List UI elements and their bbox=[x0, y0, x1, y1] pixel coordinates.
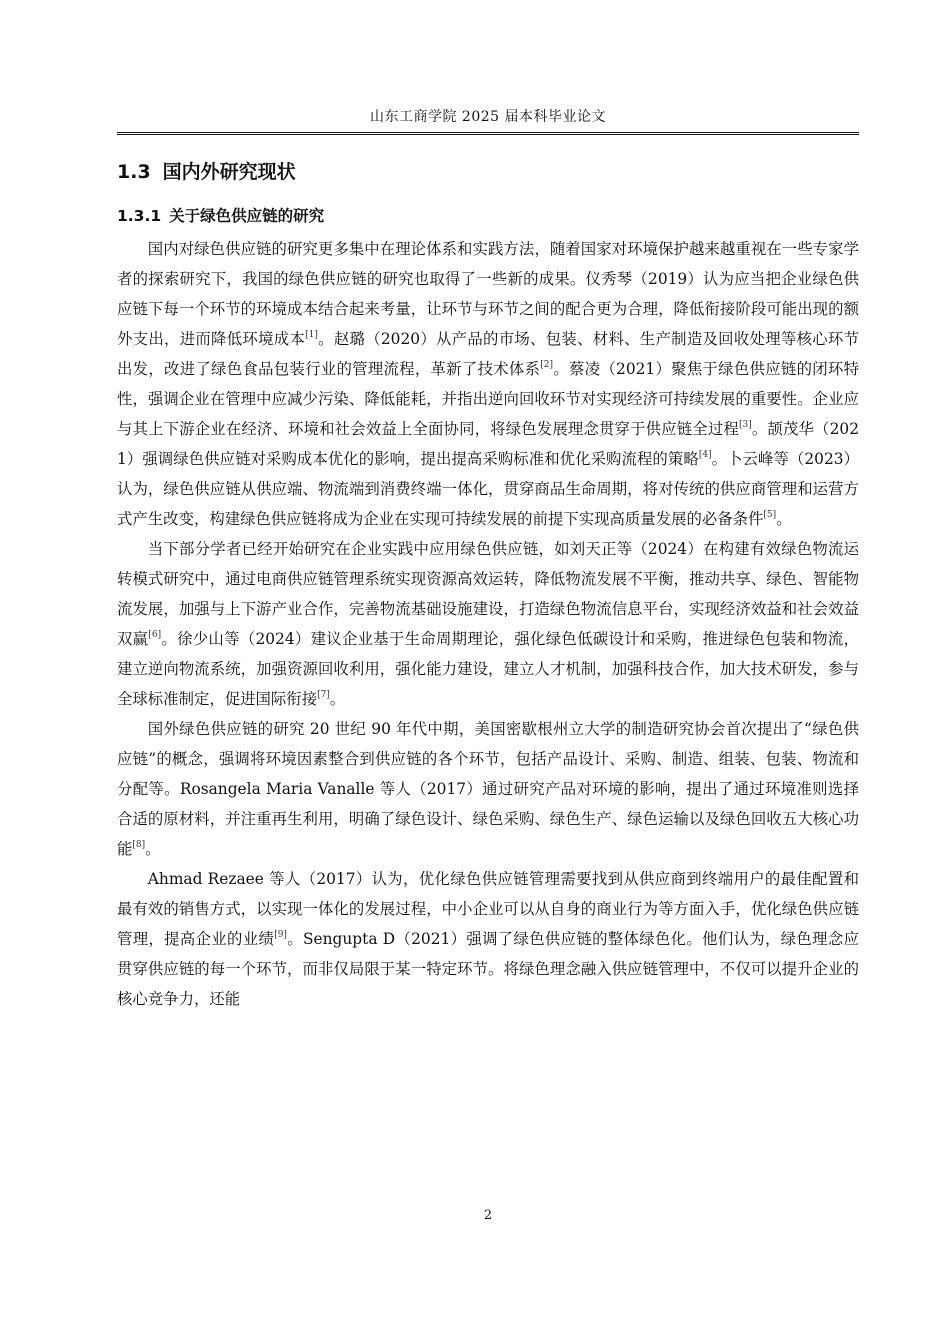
citation-ref: [2] bbox=[540, 360, 554, 370]
citation-ref: [9] bbox=[274, 930, 287, 940]
text-run: 。卜云峰等（2023）认为，绿色供应链从供应端、物流端到消费终端一体化，贯穿商品生命周期，将对传统的供应商管理和运营方式产生改变，构建绿色供应链将成为企业在实现可持续发展的前提下实现高质量发展的必备条件 bbox=[117, 450, 860, 528]
header-rule bbox=[117, 132, 859, 135]
text-run: 。颉茂华（2021）强调绿色供应链对采购成本优化的影响，提出提高采购标准和优化采购流程的策略 bbox=[117, 420, 859, 468]
body-paragraph bbox=[117, 234, 859, 534]
text-run: 。Sengupta D（2021）强调了绿色供应链的整体绿色化。他们认为，绿色理念应贯穿供应链的每一个环节，而非仅局限于某一特定环节。将绿色理念融入供应链管理中，不仅可以提升企业的核心竞争力，还能 bbox=[117, 930, 859, 1008]
section-title: 国内外研究现状 bbox=[162, 161, 296, 183]
text-run: 。赵璐（2020）从产品的市场、包装、材料、生产制造及回收处理等核心环节出发，改进了绿色食品包装行业的管理流程，革新了技术体系 bbox=[117, 330, 859, 378]
subsection-title: 关于绿色供应链的研究 bbox=[169, 207, 325, 225]
section-heading bbox=[117, 158, 859, 186]
text-run: 当下部分学者已经开始研究在企业实践中应用绿色供应链，如刘天正等（2024）在构建有效绿色物流运转模式研究中，通过电商供应链管理系统实现资源高效运转，降低物流发展不平衡，推动共享、绿色、智能物流发展，加强与上下游产业合作，完善物流基础设施建设，打造绿色物流信息平台，实现经济效益和社会效益双赢 bbox=[117, 540, 859, 648]
text-run: 。蔡凌（2021）聚焦于绿色供应链的闭环特性，强调企业在管理中应减少污染、降低能耗，并指出逆向回收环节对实现经济可持续发展的重要性。企业应与其上下游企业在经济、环境和社会效益上全面协同，将绿色发展理念贯穿于供应链全过程 bbox=[117, 360, 859, 438]
subsection-heading bbox=[117, 204, 859, 228]
citation-ref: [6] bbox=[148, 630, 162, 640]
citation-ref: [3] bbox=[738, 420, 752, 430]
citation-ref: [1] bbox=[305, 330, 318, 340]
citation-ref: [4] bbox=[698, 450, 712, 460]
text-run: 。 bbox=[145, 840, 161, 858]
page-number: 2 bbox=[483, 1208, 493, 1223]
citation-ref: [8] bbox=[132, 840, 146, 850]
body-text bbox=[117, 234, 859, 1014]
running-header: 山东工商学院 2025 届本科毕业论文 bbox=[369, 109, 607, 125]
citation-ref: [5] bbox=[763, 510, 777, 520]
section-number: 1.3 bbox=[117, 161, 151, 183]
body-paragraph bbox=[117, 714, 859, 864]
text-run: 国外绿色供应链的研究 20 世纪 90 年代中期，美国密歇根州立大学的制造研究协会首次提出了“绿色供应链”的概念，强调将环境因素整合到供应链的各个环节，包括产品设计、采购、制造、组装、包装、物流和分配等。Rosangela Maria Vanalle 等人（2017）通过研究产品对环境的影响，提出了通过环境准则选择合适的原材料，并注重再生利用，明确了绿色设计、绿色采购、绿色生产、绿色运输以及绿色回收五大核心功能 bbox=[117, 720, 859, 858]
body-paragraph bbox=[117, 534, 859, 714]
text-run: Ahmad Rezaee 等人（2017）认为，优化绿色供应链管理需要找到从供应商到终端用户的最佳配置和最有效的销售方式，以实现一体化的发展过程，中小企业可以从自身的商业行为等方面入手，优化绿色供应链管理，提高企业的业绩 bbox=[117, 870, 859, 948]
body-paragraph bbox=[117, 864, 859, 1014]
text-run: 。 bbox=[776, 510, 792, 528]
text-run: 国内对绿色供应链的研究更多集中在理论体系和实践方法，随着国家对环境保护越来越重视在一些专家学者的探索研究下，我国的绿色供应链的研究也取得了一些新的成果。仪秀琴（2019）认为应当把企业绿色供应链下每一个环节的环境成本结合起来考量，让环节与环节之间的配合更为合理，降低衔接阶段可能出现的额外支出，进而降低环境成本 bbox=[117, 240, 859, 348]
text-run: 。 bbox=[329, 690, 346, 708]
text-run: 。徐少山等（2024）建议企业基于生命周期理论，强化绿色低碳设计和采购，推进绿色包装和物流，建立逆向物流系统，加强资源回收利用，强化能力建设，建立人才机制，加强科技合作，加大技术研发，参与全球标准制定，促进国际衔接 bbox=[117, 630, 859, 708]
subsection-number: 1.3.1 bbox=[117, 207, 162, 225]
citation-ref: [7] bbox=[317, 690, 330, 700]
